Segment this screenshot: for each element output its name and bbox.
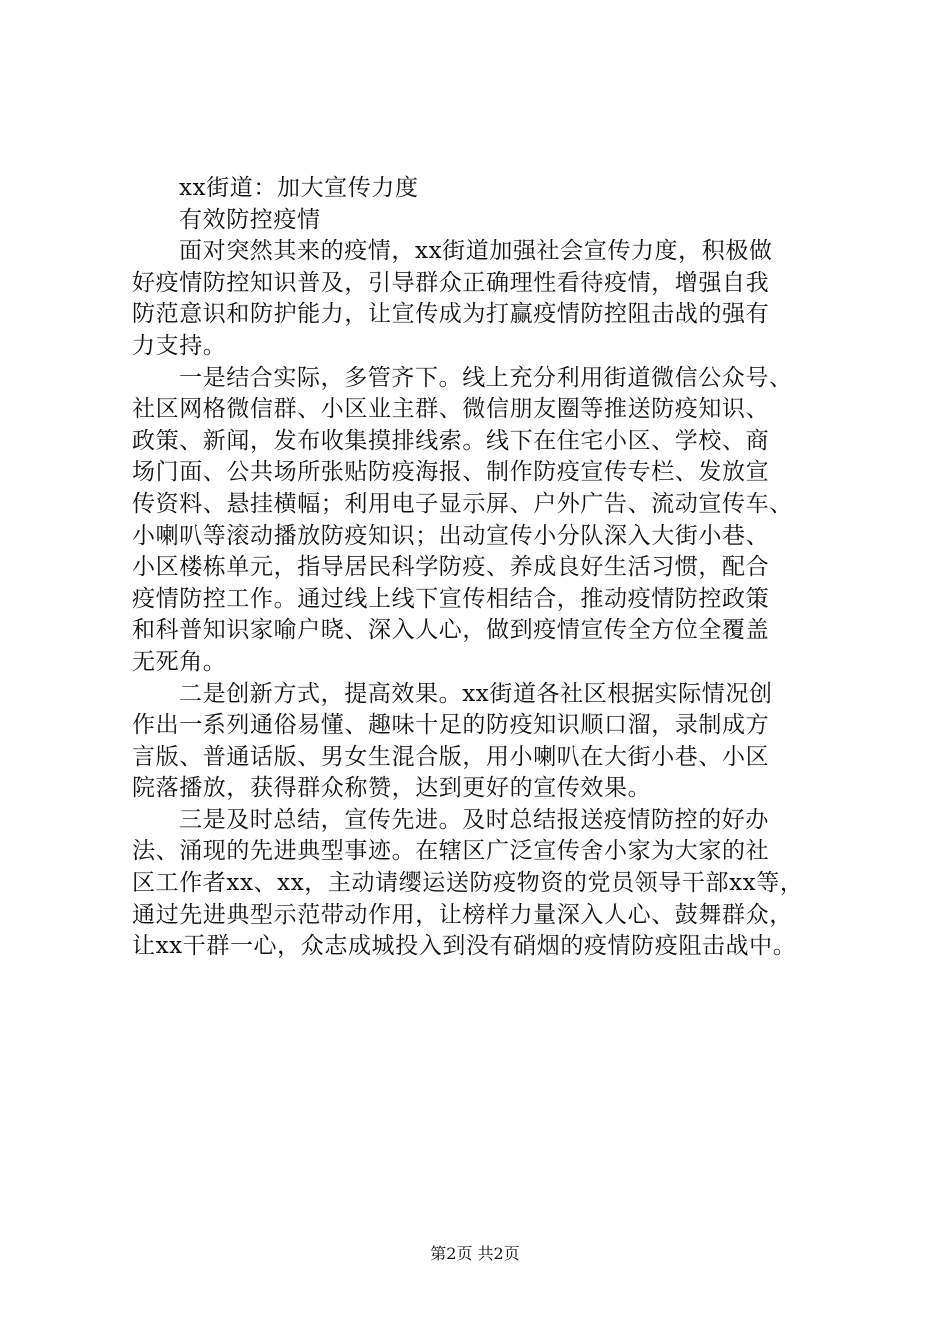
paragraph-line: 面对突然其来的疫情，xx街道加强社会宣传力度，积极做 [179, 238, 773, 265]
paragraph-line: 好疫情防控知识普及，引导群众正确理性看待疫情，增强自我 [132, 269, 770, 296]
paragraph-3 [132, 679, 832, 805]
paragraph-line: 小区楼栋单元，指导居民科学防疫、养成良好生活习惯，配合 [132, 554, 770, 581]
paragraph-line: 政策、新闻，发布收集摸排线索。线下在住宅小区、学校、商 [132, 427, 770, 454]
paragraph-line: 法、涌现的先进典型事迹。在辖区广泛宣传舍小家为大家的社 [132, 838, 770, 865]
title-line-1: xx街道：加大宣传力度 [179, 175, 419, 201]
paragraph-line: 让xx干群一心，众志成城投入到没有硝烟的疫情防疫阻击战中。 [132, 933, 797, 960]
paragraph-line: 作出一系列通俗易懂、趣味十足的防疫知识顺口溜，录制成方 [132, 712, 770, 739]
paragraph-1 [132, 236, 832, 362]
paragraph-line: 防范意识和防护能力，让宣传成为打赢疫情防控阻击战的强有 [132, 301, 770, 328]
paragraph-line: 小喇叭等滚动播放防疫知识；出动宣传小分队深入大街小巷、 [132, 522, 770, 549]
paragraph-line: 院落播放，获得群众称赞，达到更好的宣传效果。 [132, 775, 652, 802]
document-body [132, 173, 832, 963]
paragraph-line: 三是及时总结，宣传先进。及时总结报送疫情防控的好办 [179, 806, 769, 833]
paragraph-line: 一是结合实际，多管齐下。线上充分利用街道微信公众号、 [179, 364, 793, 391]
paragraph-line: 场门面、公共场所张贴防疫海报、制作防疫宣传专栏、发放宣 [132, 459, 770, 486]
paragraph-line: 二是创新方式，提高效果。xx街道各社区根据实际情况创 [179, 680, 773, 707]
paragraph-line: 力支持。 [132, 332, 227, 359]
paragraph-line: 无死角。 [132, 648, 227, 675]
paragraph-4 [132, 805, 832, 963]
paragraph-line: 疫情防控工作。通过线上线下宣传相结合，推动疫情防控政策 [132, 585, 770, 612]
paragraph-line: 和科普知识家喻户晓、深入人心，做到疫情宣传全方位全覆盖 [132, 617, 770, 644]
paragraph-line: 传资料、悬挂横幅；利用电子显示屏、户外广告、流动宣传车、 [132, 490, 793, 517]
paragraph-line: 社区网格微信群、小区业主群、微信朋友圈等推送防疫知识、 [132, 396, 770, 423]
paragraph-line: 言版、普通话版、男女生混合版，用小喇叭在大街小巷、小区 [132, 743, 770, 770]
paragraph-line: 通过先进典型示范带动作用，让榜样力量深入人心、鼓舞群众， [132, 901, 793, 928]
paragraph-2 [132, 363, 832, 679]
title-line-2: 有效防控疫情 [179, 206, 321, 233]
page-number-footer: 第2页 共2页 [430, 1244, 520, 1263]
paragraph-line: 区工作者xx、xx，主动请缨运送防疫物资的党员领导干部xx等， [132, 870, 804, 897]
